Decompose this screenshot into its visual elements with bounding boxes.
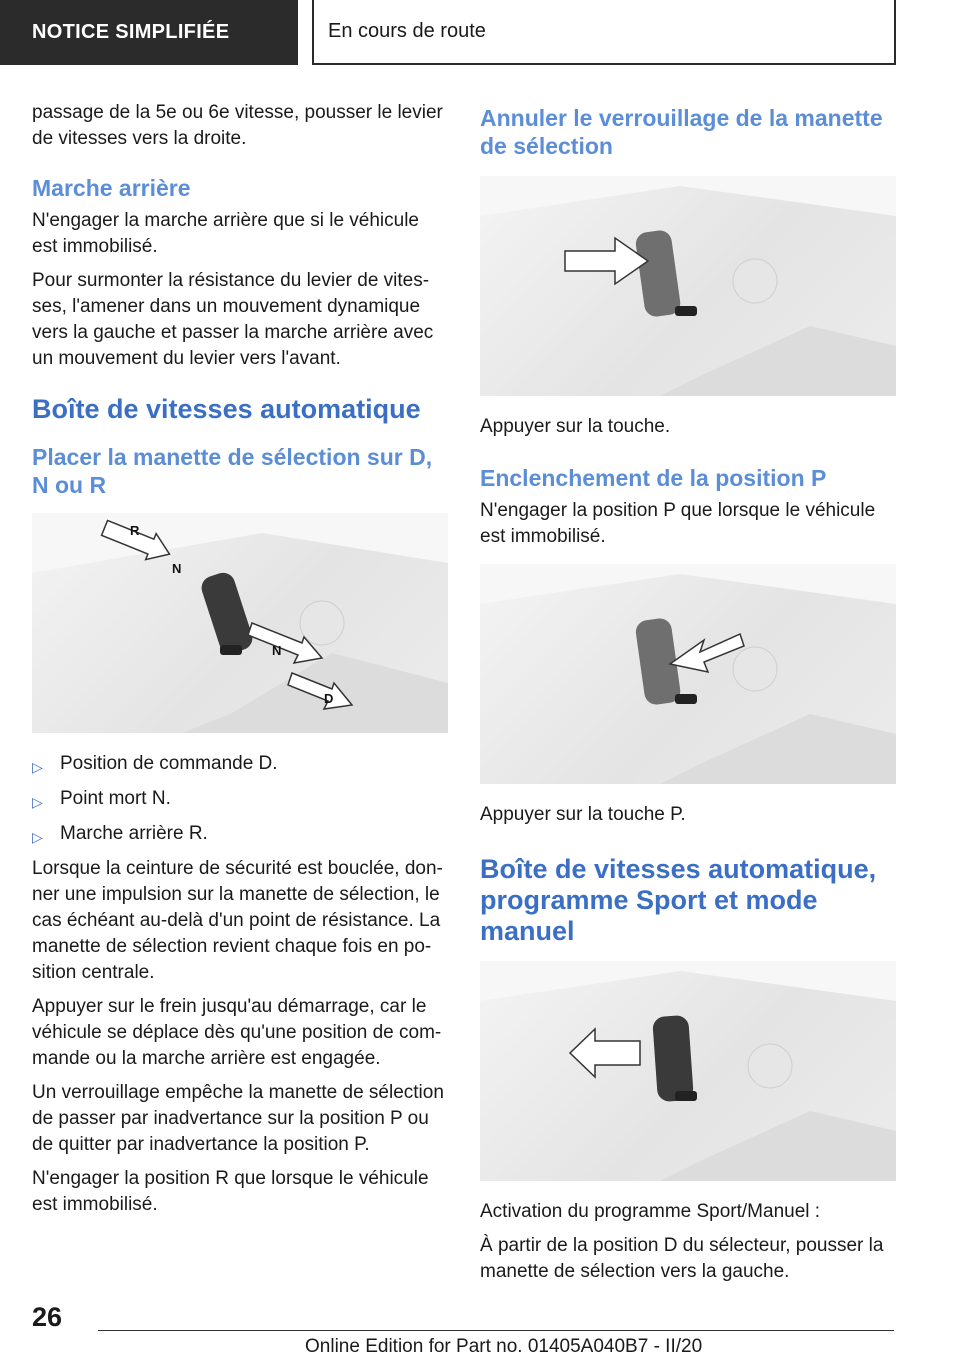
- reverse-paragraph-2: Pour surmonter la résistance du levier de vites-ses, l'amener dans un mouvement dynamique vers la gauche et passer la marche arrière avec un mouvement du levier vers l'avant.: [32, 270, 434, 369]
- unlock-caption: Appuyer sur la touche.: [480, 416, 671, 437]
- list-item: ▷ Marche arrière R.: [32, 821, 448, 850]
- park-paragraph: N'engager la position P que lorsque le véhicule est immobilisé.: [480, 500, 876, 547]
- triangle-bullet-icon: ▷: [32, 829, 43, 845]
- sport-caption: Activation du programme Sport/Manuel :: [480, 1201, 821, 1222]
- unlock-drawing: [480, 176, 896, 396]
- list-item: ▷ Point mort N.: [32, 786, 448, 815]
- paragraph-brake: Appuyer sur le frein jusqu'au démarrage, car le véhicule se déplace dès qu'une position de com-mande ou la marche arrière est engagée.: [32, 996, 442, 1069]
- heading-reverse: Marche arrière: [32, 175, 191, 201]
- heading-select-position: Placer la manette de sélection sur D, N ou R: [32, 444, 433, 498]
- paragraph-reverse-stationary: N'engager la position R que lorsque le véhicule est immobilisé.: [32, 1168, 429, 1215]
- unlock-button-illustration: [480, 176, 896, 396]
- paragraph-lock: Un verrouillage empêche la manette de sélection de passer par inadvertance sur la position P ou de quitter par inadvertance la position P.: [32, 1082, 444, 1155]
- heading-sport: Boîte de vitesses automatique, programme Sport et mode manuel: [480, 854, 877, 946]
- label-n-bottom: N: [272, 643, 282, 658]
- label-d: D: [324, 691, 334, 706]
- heading-park: Enclenchement de la position P: [480, 465, 827, 491]
- footer-divider: [98, 1330, 894, 1331]
- position-list: [32, 751, 448, 850]
- header-chapter-tab: NOTICE SIMPLIFIÉE: [0, 0, 298, 65]
- heading-unlock: Annuler le verrouillage de la manette de sélection: [480, 105, 883, 159]
- park-drawing: [480, 564, 896, 784]
- right-column: [480, 100, 896, 1293]
- triangle-bullet-icon: ▷: [32, 759, 43, 775]
- sport-paragraph: À partir de la position D du sélecteur, pousser la manette de sélection vers la gauche.: [480, 1235, 884, 1282]
- sport-drawing: [480, 961, 896, 1181]
- paragraph-seatbelt: Lorsque la ceinture de sécurité est bouclée, don-ner une impulsion sur la manette de sélection, le cas échéant au-delà d'un point de résistance. La manette de sélection revient chaque fois en po-sition centrale.: [32, 858, 443, 983]
- sport-mode-illustration: [480, 961, 896, 1181]
- header-section-tab: En cours de route: [312, 0, 896, 65]
- park-button-illustration: [480, 564, 896, 784]
- label-n-top: N: [172, 561, 182, 576]
- page-number: 26: [32, 1302, 63, 1332]
- gear-selector-illustration: [32, 513, 448, 733]
- heading-automatic: Boîte de vitesses automatique: [32, 394, 421, 424]
- list-item: ▷ Position de commande D.: [32, 751, 448, 780]
- left-column: [32, 100, 448, 1226]
- park-caption: Appuyer sur la touche P.: [480, 804, 686, 825]
- label-r: R: [130, 523, 140, 538]
- footer-edition: Online Edition for Part no. 01405A040B7 - II/20: [305, 1336, 703, 1357]
- gear-selector-drawing: [32, 513, 448, 733]
- reverse-paragraph-1: N'engager la marche arrière que si le véhicule est immobilisé.: [32, 210, 419, 257]
- intro-paragraph: passage de la 5e ou 6e vitesse, pousser le levier de vitesses vers la droite.: [32, 102, 443, 149]
- triangle-bullet-icon: ▷: [32, 794, 43, 810]
